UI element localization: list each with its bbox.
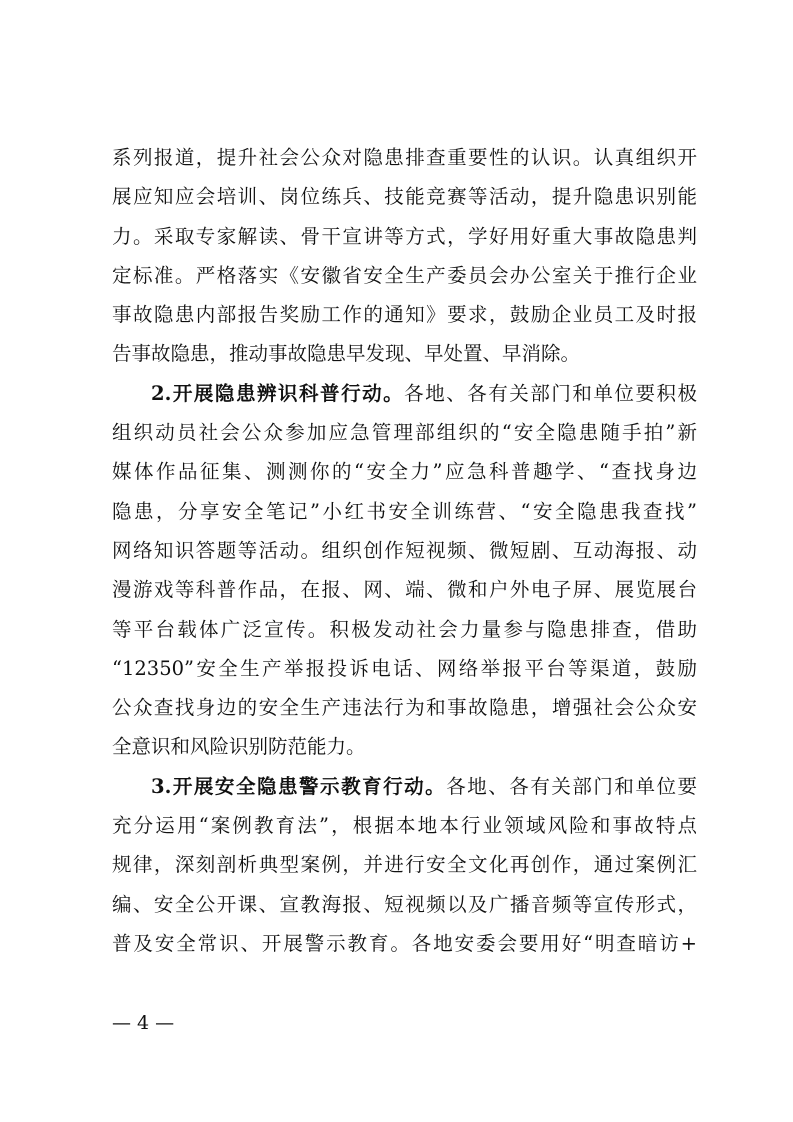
section-3-lead: 各地、各有关部门和单位要	[446, 774, 697, 798]
text-line: 规律，深刻剖析典型案例，并进行安全文化再创作，通过案例汇	[112, 853, 697, 877]
text-line: “12350”安全生产举报投诉电话、网络举报平台等渠道，鼓励	[112, 656, 697, 680]
text-line: 编、安全公开课、宣教海报、短视频以及广播音频等宣传形式，	[112, 892, 697, 916]
section-2-lead: 各地、各有关部门和单位要积极	[404, 381, 697, 405]
text-line: 等平台载体广泛宣传。积极发动社会力量参与隐患排查，借助	[112, 617, 697, 641]
text-line: 告事故隐患，推动事故隐患早发现、早处置、早消除。	[112, 342, 581, 366]
text-line: 展应知应会培训、岗位练兵、技能竞赛等活动，提升隐患识别能	[112, 185, 697, 209]
text-line: 媒体作品征集、测测你的“安全力”应急科普趣学、“查找身边	[112, 460, 697, 484]
page-number: — 4 —	[112, 1012, 175, 1034]
text-line: 全意识和风险识别防范能力。	[112, 735, 366, 759]
text-line: 隐患，分享安全笔记”小红书安全训练营、“安全隐患我查找”	[112, 499, 697, 523]
body-text	[112, 138, 697, 963]
text-line: 定标准。严格落实《安徽省安全生产委员会办公室关于推行企业	[112, 263, 697, 287]
text-line: 公众查找身边的安全生产违法行为和事故隐患，增强社会公众安	[112, 696, 697, 720]
section-3-heading: 3.开展安全隐患警示教育行动。	[151, 774, 447, 798]
text-line: 力。采取专家解读、骨干宣讲等方式，学好用好重大事故隐患判	[112, 224, 697, 248]
text-line: 网络知识答题等活动。组织创作短视频、微短剧、互动海报、动	[112, 538, 697, 562]
text-line: 系列报道，提升社会公众对隐患排查重要性的认识。认真组织开	[112, 146, 697, 169]
section-3-first-line	[112, 767, 697, 806]
text-line: 漫游戏等科普作品，在报、网、端、微和户外电子屏、展览展台	[112, 578, 697, 602]
text-line: 充分运用“案例教育法”，根据本地本行业领域风险和事故特点	[112, 814, 697, 838]
text-line: 事故隐患内部报告奖励工作的通知》要求，鼓励企业员工及时报	[112, 303, 697, 327]
text-line: 组织动员社会公众参加应急管理部组织的“安全隐患随手拍”新	[112, 421, 697, 445]
section-2-heading: 2.开展隐患辨识科普行动。	[151, 381, 405, 405]
text-line: 普及安全常识、开展警示教育。各地安委会要用好“明查暗访+	[112, 931, 697, 955]
section-2-first-line	[112, 374, 697, 413]
